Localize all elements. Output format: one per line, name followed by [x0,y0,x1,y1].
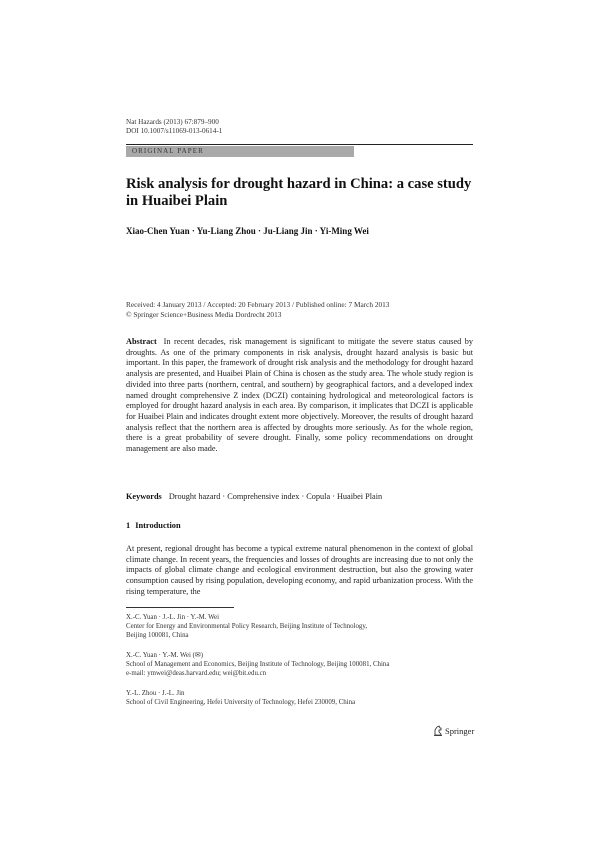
abstract [126,337,473,455]
abstract-text: In recent decades, risk management is significant to mitigate the severe status caused by droughts. As one of the primary components in risk analysis, drought hazard analysis is basic but important. In this paper, the framework of drought risk analysis and the methodology for drought hazard analysis are presented, and Huaibei Plain of China is chosen as the study area. The whole study region is divided into three parts (northern, central, and southern) by geographical factors, and a developed index named drought comprehensive Z index (DCZI) containing hydrological and meteorological factors is employed for drought hazard analysis in each area. By comparison, it implicates that DCZI is applicable for Huaibei Plain and indicates drought extent more objectively. Moreover, the results of drought hazard analysis reflect that the northern area is affected by droughts more seriously. As for the whole region, there is a great probability of severe drought. Finally, some policy recommendations on drought management are also made. [126,337,474,454]
doi-line: DOI 10.1007/s11069-013-0614-1 [126,127,223,135]
keywords-text: Drought hazard · Comprehensive index · Copula · Huaibei Plain [168,492,383,501]
keywords [126,492,382,501]
publisher-name: Springer [445,726,475,736]
springer-horse-icon [433,725,443,736]
paper-title: Risk analysis for drought hazard in China: a case study in Huaibei Plain [126,176,472,209]
header-rule [126,144,473,145]
affiliation-line: Beijing 100081, China [126,632,189,639]
affiliation [126,651,486,678]
section-title: Introduction [135,521,181,530]
journal-line: Nat Hazards (2013) 67:879–900 [126,118,219,126]
section-heading [126,521,181,530]
affiliation-names: X.-C. Yuan · J.-L. Jin · Y.-M. Wei [126,614,220,621]
copyright-line: © Springer Science+Business Media Dordrecht 2013 [126,309,282,319]
affiliation-names: Y.-L. Zhou · J.-L. Jin [126,690,185,697]
publication-history [126,300,389,319]
section-body: At present, regional drought has become a typical extreme natural phenomenon in the context of global climate change. In recent years, the frequencies and losses of droughts are increasing due to not only the impacts of global climate change and ecological environment destruction, but also the growing water consumption caused by rising population, developing economy, and rapid urbanization process. With the rising temperature, the [126,544,473,596]
article-type-label: ORIGINAL PAPER [132,147,204,155]
history-dates: Received: 4 January 2013 / Accepted: 20 February 2013 / Published online: 7 March 2013 [126,300,390,309]
affiliation-line: School of Civil Engineering, Hefei University of Technology, Hefei 230009, China [126,699,356,706]
affiliation-line: School of Management and Economics, Beijing Institute of Technology, Beijing 100081, China [126,661,390,668]
abstract-label: Abstract [126,337,157,346]
affiliation-email: e-mail: ymwei@deas.harvard.edu; wei@bit.edu.cn [126,670,267,677]
affiliation-names: X.-C. Yuan · Y.-M. Wei (✉) [126,652,203,659]
affiliation [126,613,486,640]
affiliation-line: Center for Energy and Environmental Policy Research, Beijing Institute of Technology, [126,623,368,630]
affiliation [126,689,486,707]
article-type-bar [126,146,354,157]
footnote-rule [126,607,234,608]
keywords-label: Keywords [126,492,162,501]
publisher-logo [433,725,474,736]
author-list: Xiao-Chen Yuan · Yu-Liang Zhou · Ju-Liang Jin · Yi-Ming Wei [126,226,369,236]
section-number: 1 [126,521,131,530]
journal-citation [126,118,222,136]
